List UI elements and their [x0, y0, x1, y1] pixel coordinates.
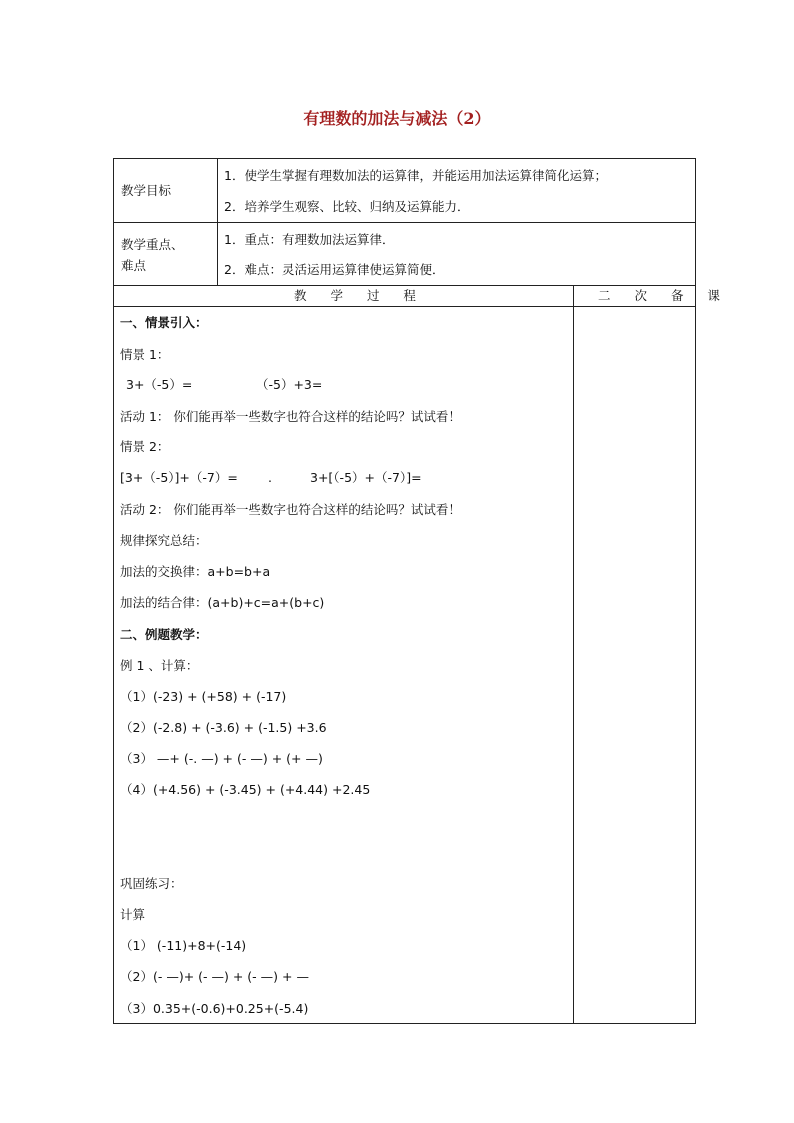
lesson-table — [113, 158, 730, 1024]
keypoints-label-line2: 难点 — [121, 258, 147, 273]
page-title: 有理数的加法与减法（2） — [303, 109, 491, 128]
notes-column-divider — [573, 285, 574, 1023]
activity-2: 活动 2： 你们能再举一些数字也符合这样的结论吗？试试看！ — [120, 502, 461, 517]
practice-item-2: （2）(- —)+ (- —) + (- —) + — — [120, 969, 309, 984]
scene-1-label: 情景 1： — [120, 347, 170, 362]
practice-label: 巩固练习： — [120, 876, 183, 891]
objective-item-1: 1．使学生掌握有理数加法的运算律，并能运用加法运算律简化运算； — [224, 168, 607, 183]
objectives-label: 教学目标 — [121, 183, 172, 198]
example-item-4: （4）(+4.56) + (-3.45) + (+4.44) +2.45 — [120, 782, 371, 797]
keypoint-item-2: 2．难点：灵活运用运算律使运算简便． — [224, 262, 445, 277]
row-divider-keypoints — [114, 285, 695, 286]
equation-1a: 3+（-5）= — [126, 377, 193, 392]
example-item-1: （1）(-23) + (+58) + (-17) — [120, 689, 287, 704]
equation-2b: 3+[（-5）+（-7）]= — [310, 470, 422, 485]
keypoints-label-line1: 教学重点、 — [121, 237, 184, 252]
commutative-law: 加法的交换律：a+b=b+a — [120, 564, 271, 579]
example-item-3: （3） —+ (-. —) + (- —) + (+ —) — [120, 751, 323, 766]
calculate-label: 计算 — [120, 907, 146, 922]
equation-2-dot: . — [268, 470, 272, 485]
row-divider-header — [114, 306, 695, 307]
example-item-2: （2）(-2.8) + (-3.6) + (-1.5) +3.6 — [120, 720, 327, 735]
associative-law: 加法的结合律：(a+b)+c=a+(b+c) — [120, 595, 325, 610]
equation-1b: （-5）+3= — [256, 377, 323, 392]
section-examples-heading: 二、例题教学： — [120, 627, 208, 642]
keypoint-item-1: 1．重点：有理数加法运算律． — [224, 232, 395, 247]
example-1-label: 例 1 、计算： — [120, 658, 199, 673]
process-header: 教 学 过 程 — [294, 288, 426, 303]
practice-item-3: （3）0.35+(-0.6)+0.25+(-5.4) — [120, 1001, 309, 1016]
section-intro-heading: 一、情景引入： — [120, 315, 208, 330]
practice-item-1: （1） (-11)+8+(-14) — [120, 938, 247, 953]
activity-1: 活动 1： 你们能再举一些数字也符合这样的结论吗？试试看！ — [120, 409, 461, 424]
row-divider-objectives — [114, 222, 695, 223]
objective-item-2: 2．培养学生观察、比较、归纳及运算能力． — [224, 199, 470, 214]
equation-2a: [3+（-5）]+（-7）= — [120, 470, 238, 485]
rule-summary-label: 规律探究总结： — [120, 533, 208, 548]
notes-header: 二 次 备 课 — [598, 288, 730, 303]
scene-2-label: 情景 2： — [120, 439, 170, 454]
